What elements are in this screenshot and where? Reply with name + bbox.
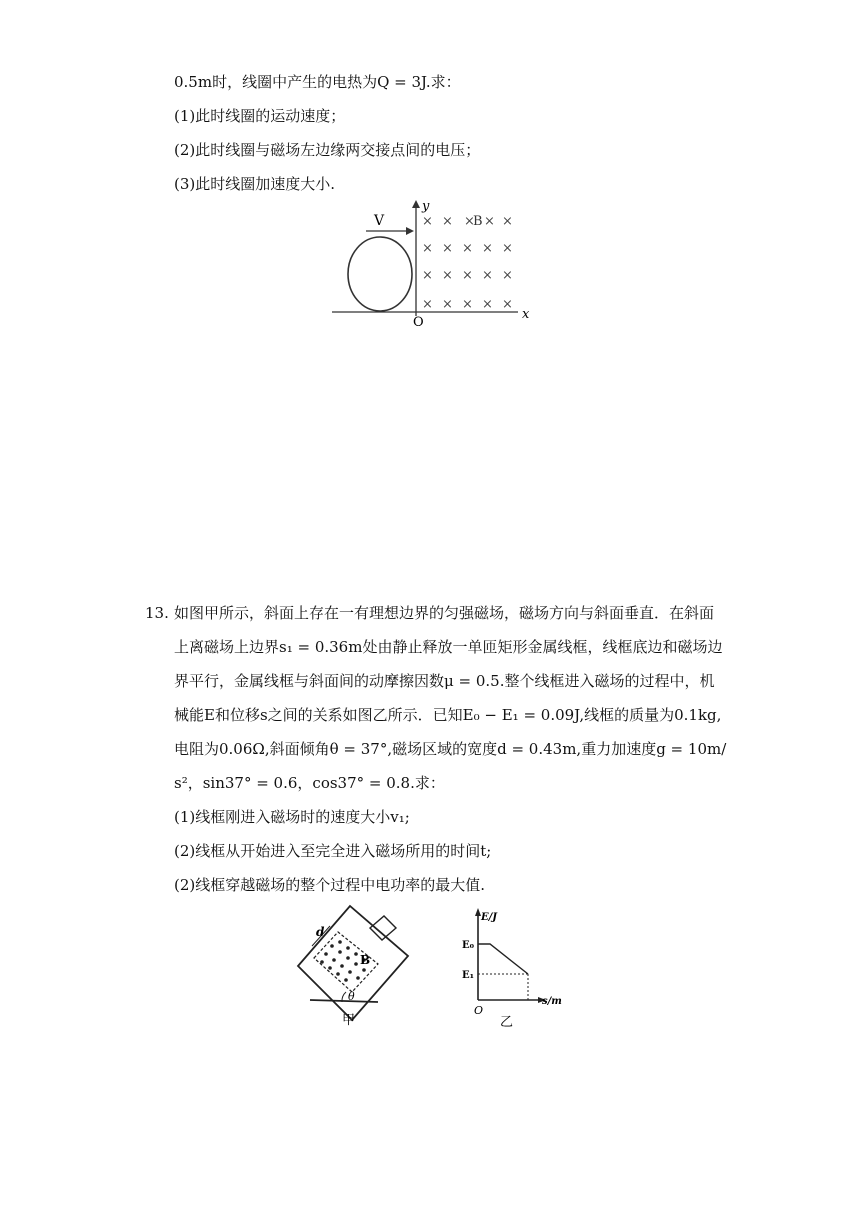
q13-line-2: 上离磁场上边界s₁ = 0.36m处由静止释放一单匝矩形金属线框，线框底边和磁场边	[174, 638, 723, 656]
q13-line-8: (2)线框从开始进入至完全进入磁场所用的时间t;	[174, 842, 492, 860]
y-axis-arrow-icon	[412, 200, 420, 208]
metal-frame	[370, 916, 396, 940]
x-axis-label: x	[522, 307, 530, 322]
energy-curve	[478, 944, 528, 974]
cross-mark: ×	[462, 297, 473, 312]
b-label: B	[360, 953, 371, 967]
cross-mark: ×	[442, 297, 453, 312]
field-dots	[320, 940, 366, 982]
cross-mark: ×	[442, 241, 453, 256]
cross-mark: ×	[502, 241, 513, 256]
q12-line-1: 0.5m时，线圈中产生的电热为Q = 3J.求：	[174, 73, 461, 91]
q13-line-4: 械能E和位移s之间的关系如图乙所示．已知E₀ − E₁ = 0.09J,线框的质量为0.1kg,	[174, 706, 722, 724]
q12-figure	[328, 198, 538, 328]
q13-number: 13.	[145, 604, 169, 622]
y-axis-label: E/J	[481, 912, 498, 923]
cross-mark: ×	[442, 214, 453, 229]
cross-mark: ×	[422, 297, 433, 312]
q13-line-7: (1)线框刚进入磁场时的速度大小v₁;	[174, 808, 410, 826]
cross-mark: ×	[482, 268, 493, 283]
q13-line-1: 如图甲所示，斜面上存在一有理想边界的匀强磁场，磁场方向与斜面垂直．在斜面	[174, 604, 715, 622]
cross-mark: ×	[464, 214, 475, 229]
cross-mark: ×	[422, 241, 433, 256]
cross-mark: ×	[484, 214, 495, 229]
velocity-label: V	[374, 213, 385, 229]
field-label: B	[473, 214, 483, 229]
coil-circle	[348, 237, 412, 311]
theta-label: θ	[348, 990, 355, 1003]
cross-mark: ×	[502, 214, 513, 229]
velocity-arrow-icon	[406, 227, 414, 235]
q12-line-2: (1)此时线圈的运动速度；	[174, 107, 346, 125]
cross-mark: ×	[462, 268, 473, 283]
q13-line-3: 界平行，金属线框与斜面间的动摩擦因数μ = 0.5.整个线框进入磁场的过程中，机	[174, 672, 715, 690]
e0-label: E₀	[462, 940, 475, 951]
x-axis-label: s/m	[542, 996, 562, 1007]
cross-mark: ×	[482, 297, 493, 312]
origin-label: O	[474, 1004, 484, 1017]
q13-line-6: s²，sin37° = 0.6，cos37° = 0.8.求：	[174, 774, 445, 792]
cross-mark: ×	[502, 268, 513, 283]
cross-mark: ×	[442, 268, 453, 283]
y-axis-label: y	[422, 199, 430, 214]
q12-line-4: (3)此时线圈加速度大小.	[174, 175, 336, 193]
caption-jia: 甲	[342, 1013, 356, 1028]
cross-mark: ×	[502, 297, 513, 312]
d-label: d	[316, 925, 325, 939]
origin-label: O	[413, 315, 424, 328]
e1-label: E₁	[462, 970, 475, 981]
cross-mark: ×	[482, 241, 493, 256]
q13-line-9: (2)线框穿越磁场的整个过程中电功率的最大值.	[174, 876, 486, 894]
cross-mark: ×	[422, 214, 433, 229]
q13-line-5: 电阻为0.06Ω,斜面倾角θ = 37°,磁场区域的宽度d = 0.43m,重力加速度g = 10m/	[174, 740, 727, 758]
q12-line-3: (2)此时线圈与磁场左边缘两交接点间的电压；	[174, 141, 481, 159]
magnetic-field-crosses	[422, 214, 513, 312]
q13-figure-jia	[296, 902, 416, 1030]
q13-figure-yi	[458, 904, 568, 1030]
caption-yi: 乙	[500, 1015, 514, 1030]
cross-mark: ×	[462, 241, 473, 256]
cross-mark: ×	[422, 268, 433, 283]
